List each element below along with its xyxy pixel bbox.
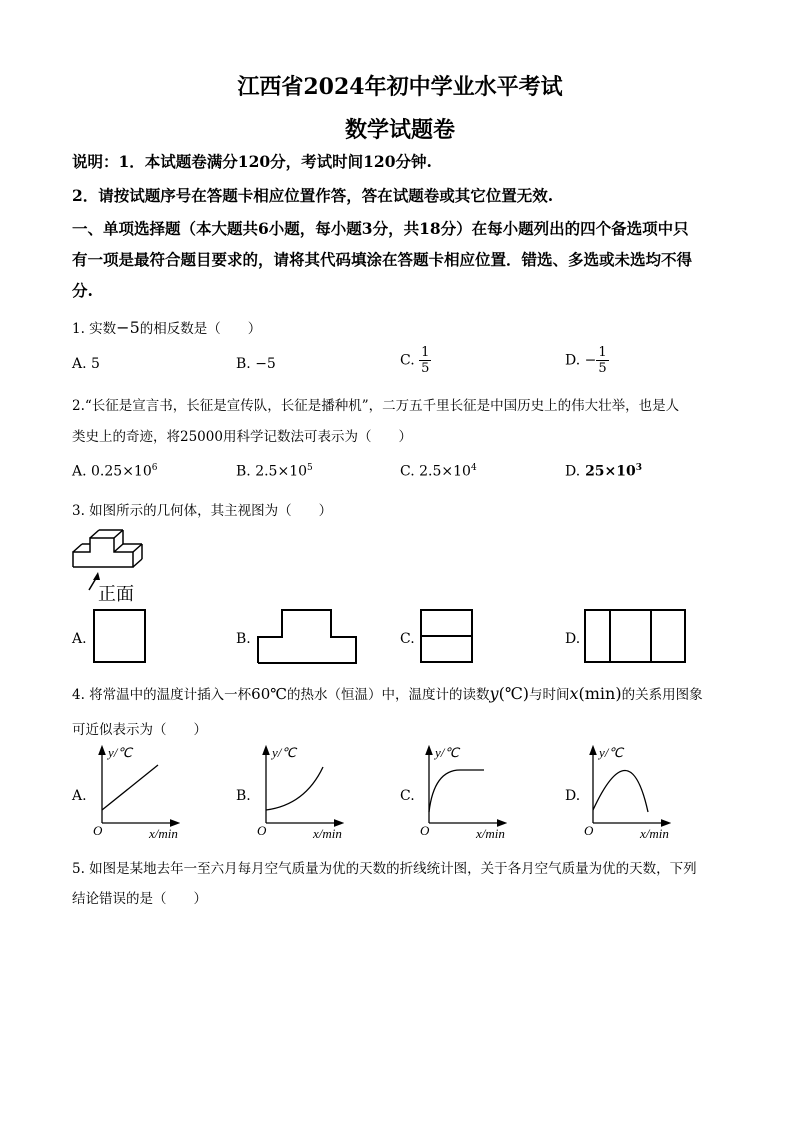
option-exponent: 4 [470, 463, 477, 473]
q3-option-d[interactable]: D. [565, 631, 581, 647]
minus-sign: − [584, 352, 597, 369]
option-letter: B. [236, 463, 251, 480]
graph-a-xlabel: x/min [149, 826, 178, 841]
option-exponent: 5 [307, 463, 313, 473]
option-letter: D. [565, 463, 581, 480]
question-2-line-1: 2.“长征是宣言书，长征是宣传队，长征是播种机”，二万五千里长征是中国历史上的伟大壮举，也是人 [72, 398, 680, 414]
graph-d-ylabel: y/℃ [599, 745, 623, 760]
option-base: 2.5×10 [419, 463, 471, 480]
q4-unit-y: (℃) [498, 684, 529, 703]
graph-d-xlabel: x/min [640, 826, 669, 841]
option-exponent: 6 [151, 463, 158, 473]
graph-b-curve [266, 767, 323, 810]
graph-b-origin: O [257, 823, 267, 838]
q1-stem-suffix: 的相反数是（ ） [139, 321, 262, 337]
section-heading-line-3: 分. [72, 281, 93, 300]
graph-d-origin: O [584, 823, 594, 838]
q1-value: −5 [116, 318, 140, 337]
instruction-line-2: 2．请按试题序号在答题卡相应位置作答，答在试题卷或其它位置无效. [72, 186, 554, 205]
graph-c-ylabel: y/℃ [435, 745, 459, 760]
option-letter: B. [236, 356, 251, 372]
question-5-line-1: 5. 如图是某地去年一至六月每月空气质量为优的天数的折线统计图，关于各月空气质量为优的天数，下列 [72, 861, 697, 877]
option-letter: D. [565, 352, 581, 369]
front-view-label: 正面 [98, 584, 134, 605]
option-letter: C. [400, 352, 415, 369]
q4-option-a[interactable]: A. [72, 788, 87, 804]
option-letter: A. [72, 356, 87, 372]
q4-var-x: x [569, 684, 579, 703]
question-2-line-2: 类史上的奇迹，将25000用科学记数法可表示为（ ） [72, 429, 412, 445]
option-text: 5 [91, 356, 100, 372]
q4-text-1: 4. 将常温中的温度计插入一杯 [72, 687, 252, 703]
option-text: −5 [255, 356, 276, 372]
graph-b-ylabel: y/℃ [272, 745, 296, 760]
section-heading-line-2: 有一项是最符合题目要求的，请将其代码填涂在答题卡相应位置．错选、多选或未选均不得 [72, 250, 693, 269]
option-base: 2.5×10 [255, 463, 308, 480]
graph-c-origin: O [420, 823, 430, 838]
numerator: 1 [598, 345, 607, 360]
graph-c-xlabel: x/min [476, 826, 505, 841]
denominator: 5 [421, 361, 430, 376]
q4-option-b[interactable]: B. [236, 788, 251, 804]
option-base: 0.25×10 [91, 463, 152, 480]
q4-var-y: y [489, 684, 499, 703]
graph-d-curve [593, 770, 648, 812]
instruction-line-1: 说明：1．本试题卷满分120分，考试时间120分钟. [72, 152, 432, 171]
q4-temperature: 60℃ [251, 685, 288, 703]
option-base: 25×10 [585, 463, 636, 480]
q4-text-2: 的热水（恒温）中，温度计的读数 [287, 687, 490, 703]
q1-stem-prefix: 1. 实数 [72, 321, 117, 337]
option-exponent: 3 [635, 463, 643, 473]
graph-b-xlabel: x/min [313, 826, 342, 841]
q3-option-a[interactable]: A. [72, 631, 87, 647]
question-3-stem: 3. 如图所示的几何体，其主视图为（ ） [72, 503, 333, 519]
graph-a-curve [102, 765, 158, 810]
q3-option-b[interactable]: B. [236, 631, 251, 647]
numerator: 1 [421, 345, 430, 360]
q4-unit-x: (min) [578, 684, 622, 703]
q4-text-4: 的关系用图象 [621, 687, 703, 703]
q4-option-c[interactable]: C. [400, 788, 415, 804]
graph-c-curve [429, 770, 484, 812]
exam-subtitle: 数学试题卷 [344, 117, 455, 143]
q4-option-d[interactable]: D. [565, 788, 581, 804]
exam-title: 江西省2024年初中学业水平考试 [237, 74, 563, 100]
question-5-line-2: 结论错误的是（ ） [72, 891, 207, 907]
graph-a-origin: O [93, 823, 103, 838]
section-heading-line-1: 一、单项选择题（本大题共6小题，每小题3分，共18分）在每小题列出的四个备选项中只 [72, 219, 689, 238]
question-4-line-2: 可近似表示为（ ） [72, 722, 207, 738]
denominator: 5 [598, 361, 607, 376]
q4-text-3: 与时间 [528, 687, 570, 703]
q3-option-c[interactable]: C. [400, 631, 415, 647]
graph-a-ylabel: y/℃ [108, 745, 132, 760]
option-letter: A. [72, 463, 87, 480]
option-letter: C. [400, 463, 415, 480]
